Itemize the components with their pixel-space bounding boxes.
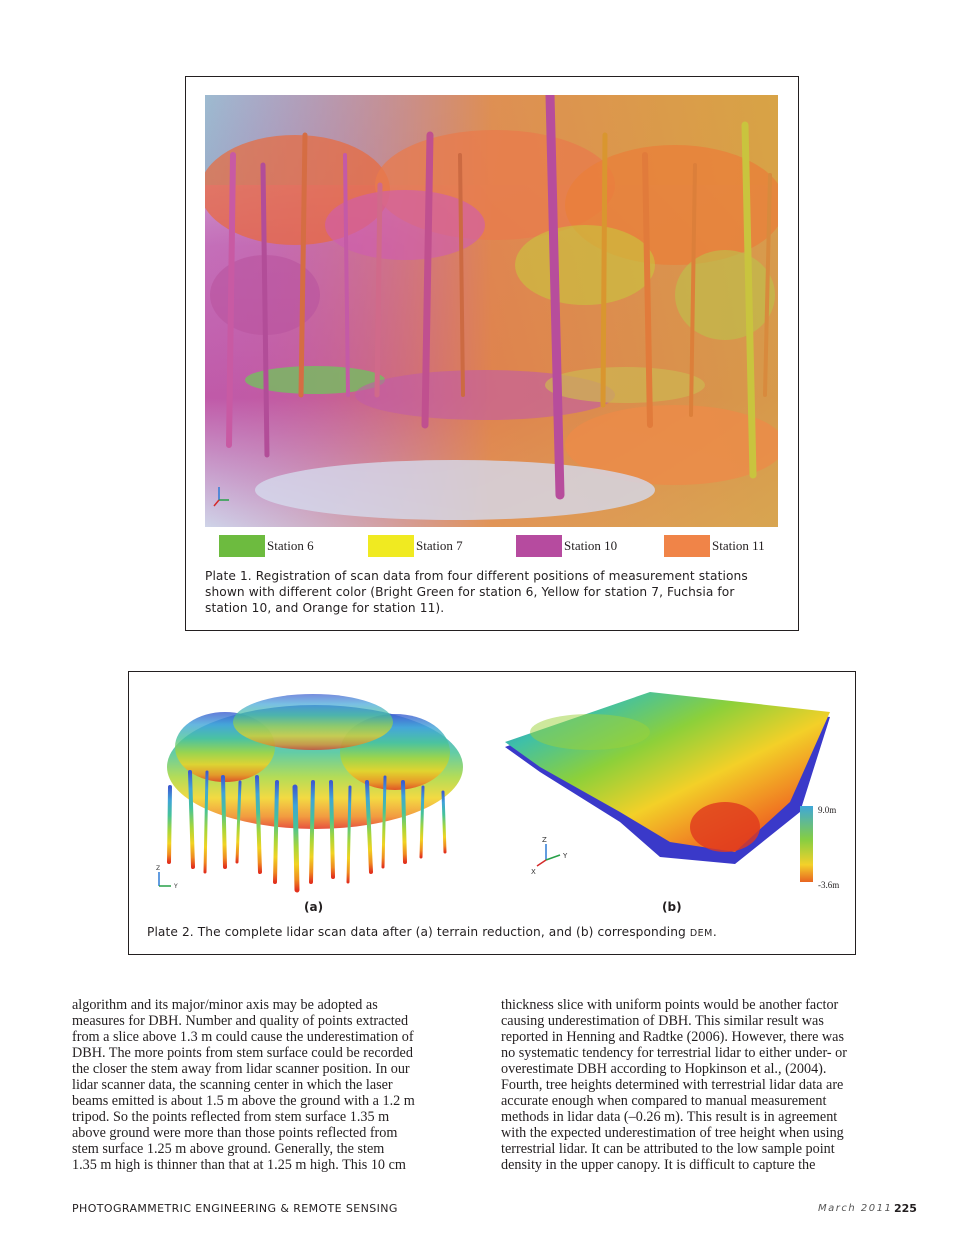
plate2-caption-dem: DEM: [689, 928, 713, 939]
plate1-pointcloud-image: [205, 95, 778, 527]
legend-label: Station 11: [712, 538, 765, 553]
body-line: from a slice above 1.3 m could cause the underestimation of: [72, 1029, 414, 1045]
colorbar: [800, 806, 813, 882]
body-line: the closer the stem away from lidar scanner position. In our: [72, 1061, 410, 1077]
plate2-caption: [147, 924, 847, 942]
body-line: tripod. So the points reflected from stem surface 1.35 m: [72, 1109, 390, 1125]
body-line: measures for DBH. Number and quality of points extracted: [72, 1013, 409, 1029]
body-line: reported in Henning and Radtke (2006). However, there was: [501, 1029, 844, 1045]
legend-swatch: [664, 535, 710, 557]
legend-swatch: [219, 535, 265, 557]
plate1-legend: [219, 535, 779, 557]
svg-text:X: X: [531, 868, 536, 876]
plate1-caption: Plate 1. Registration of scan data from four different positions of measurement stations shown with different color (Bright Green for station 6, Yellow for station 7, Fuchsia for station 10, and Orange for station 11).: [205, 569, 748, 615]
svg-text:Z: Z: [542, 836, 547, 844]
body-line: thickness slice with uniform points would be another factor: [501, 997, 839, 1013]
body-line: Fourth, tree heights determined with terrestrial lidar data are: [501, 1077, 844, 1093]
body-line: accurate enough when compared to manual measurement: [501, 1093, 827, 1109]
body-line: methods in lidar data (–0.26 m). This result is in agreement: [501, 1109, 838, 1125]
svg-text:Z: Z: [156, 865, 161, 872]
body-line: terrestrial lidar. It can be attributed to the low sample point: [501, 1141, 835, 1157]
legend-item-station-7: [368, 535, 463, 557]
body-line: beams emitted is about 1.5 m above the ground with a 1.2 m: [72, 1093, 415, 1109]
legend-label: Station 7: [416, 538, 463, 553]
plate2-caption-text: Plate 2. The complete lidar scan data after (a) terrain reduction, and (b) corresponding: [147, 925, 690, 939]
plate2-panel-b-image: [500, 692, 840, 882]
footer-date: March 2011: [818, 1203, 893, 1214]
body-line: stem surface 1.25 m above ground. Generally, the stem: [72, 1141, 385, 1157]
body-line: 1.35 m high is thinner than that at 1.25 m high. This 10 cm: [72, 1157, 406, 1173]
legend-label: Station 10: [564, 538, 618, 553]
legend-label: Station 6: [267, 538, 314, 553]
legend-item-station-6: [219, 535, 314, 557]
panel-a-label: (a): [304, 900, 324, 914]
plate2-caption-end: .: [712, 925, 717, 939]
body-line: DBH. The more points from stem surface could be recorded: [72, 1045, 413, 1061]
body-line: above ground were more than those points reflected from: [72, 1125, 398, 1141]
legend-item-station-10: [516, 535, 617, 557]
body-line: density in the upper canopy. It is difficult to capture the: [501, 1157, 816, 1173]
body-right-column: [501, 997, 921, 1173]
colorbar-min-label: -3.6m: [818, 880, 840, 890]
body-left-column: [72, 997, 482, 1173]
panel-b-label: (b): [662, 900, 682, 914]
body-line: algorithm and its major/minor axis may be adopted as: [72, 997, 378, 1013]
legend-swatch: [516, 535, 562, 557]
body-line: lidar scanner data, the scanning center in which the laser: [72, 1077, 393, 1093]
body-line: no systematic tendency for terrestrial lidar to either under- or: [501, 1045, 847, 1061]
footer-journal-name: PHOTOGRAMMETRIC ENGINEERING & REMOTE SENSING: [72, 1202, 398, 1215]
body-line: causing underestimation of DBH. This similar result was: [501, 1013, 824, 1029]
legend-item-station-11: [664, 535, 765, 557]
svg-text:Y: Y: [563, 852, 568, 860]
body-line: with the expected underestimation of tree height when using: [501, 1125, 844, 1141]
body-line: overestimate DBH according to Hopkinson et al., (2004).: [501, 1061, 827, 1077]
page-number: 225: [894, 1202, 917, 1215]
legend-swatch: [368, 535, 414, 557]
colorbar-max-label: 9.0m: [818, 805, 837, 815]
plate2-panel-a-image: [145, 692, 480, 897]
svg-text:Y: Y: [174, 883, 178, 890]
